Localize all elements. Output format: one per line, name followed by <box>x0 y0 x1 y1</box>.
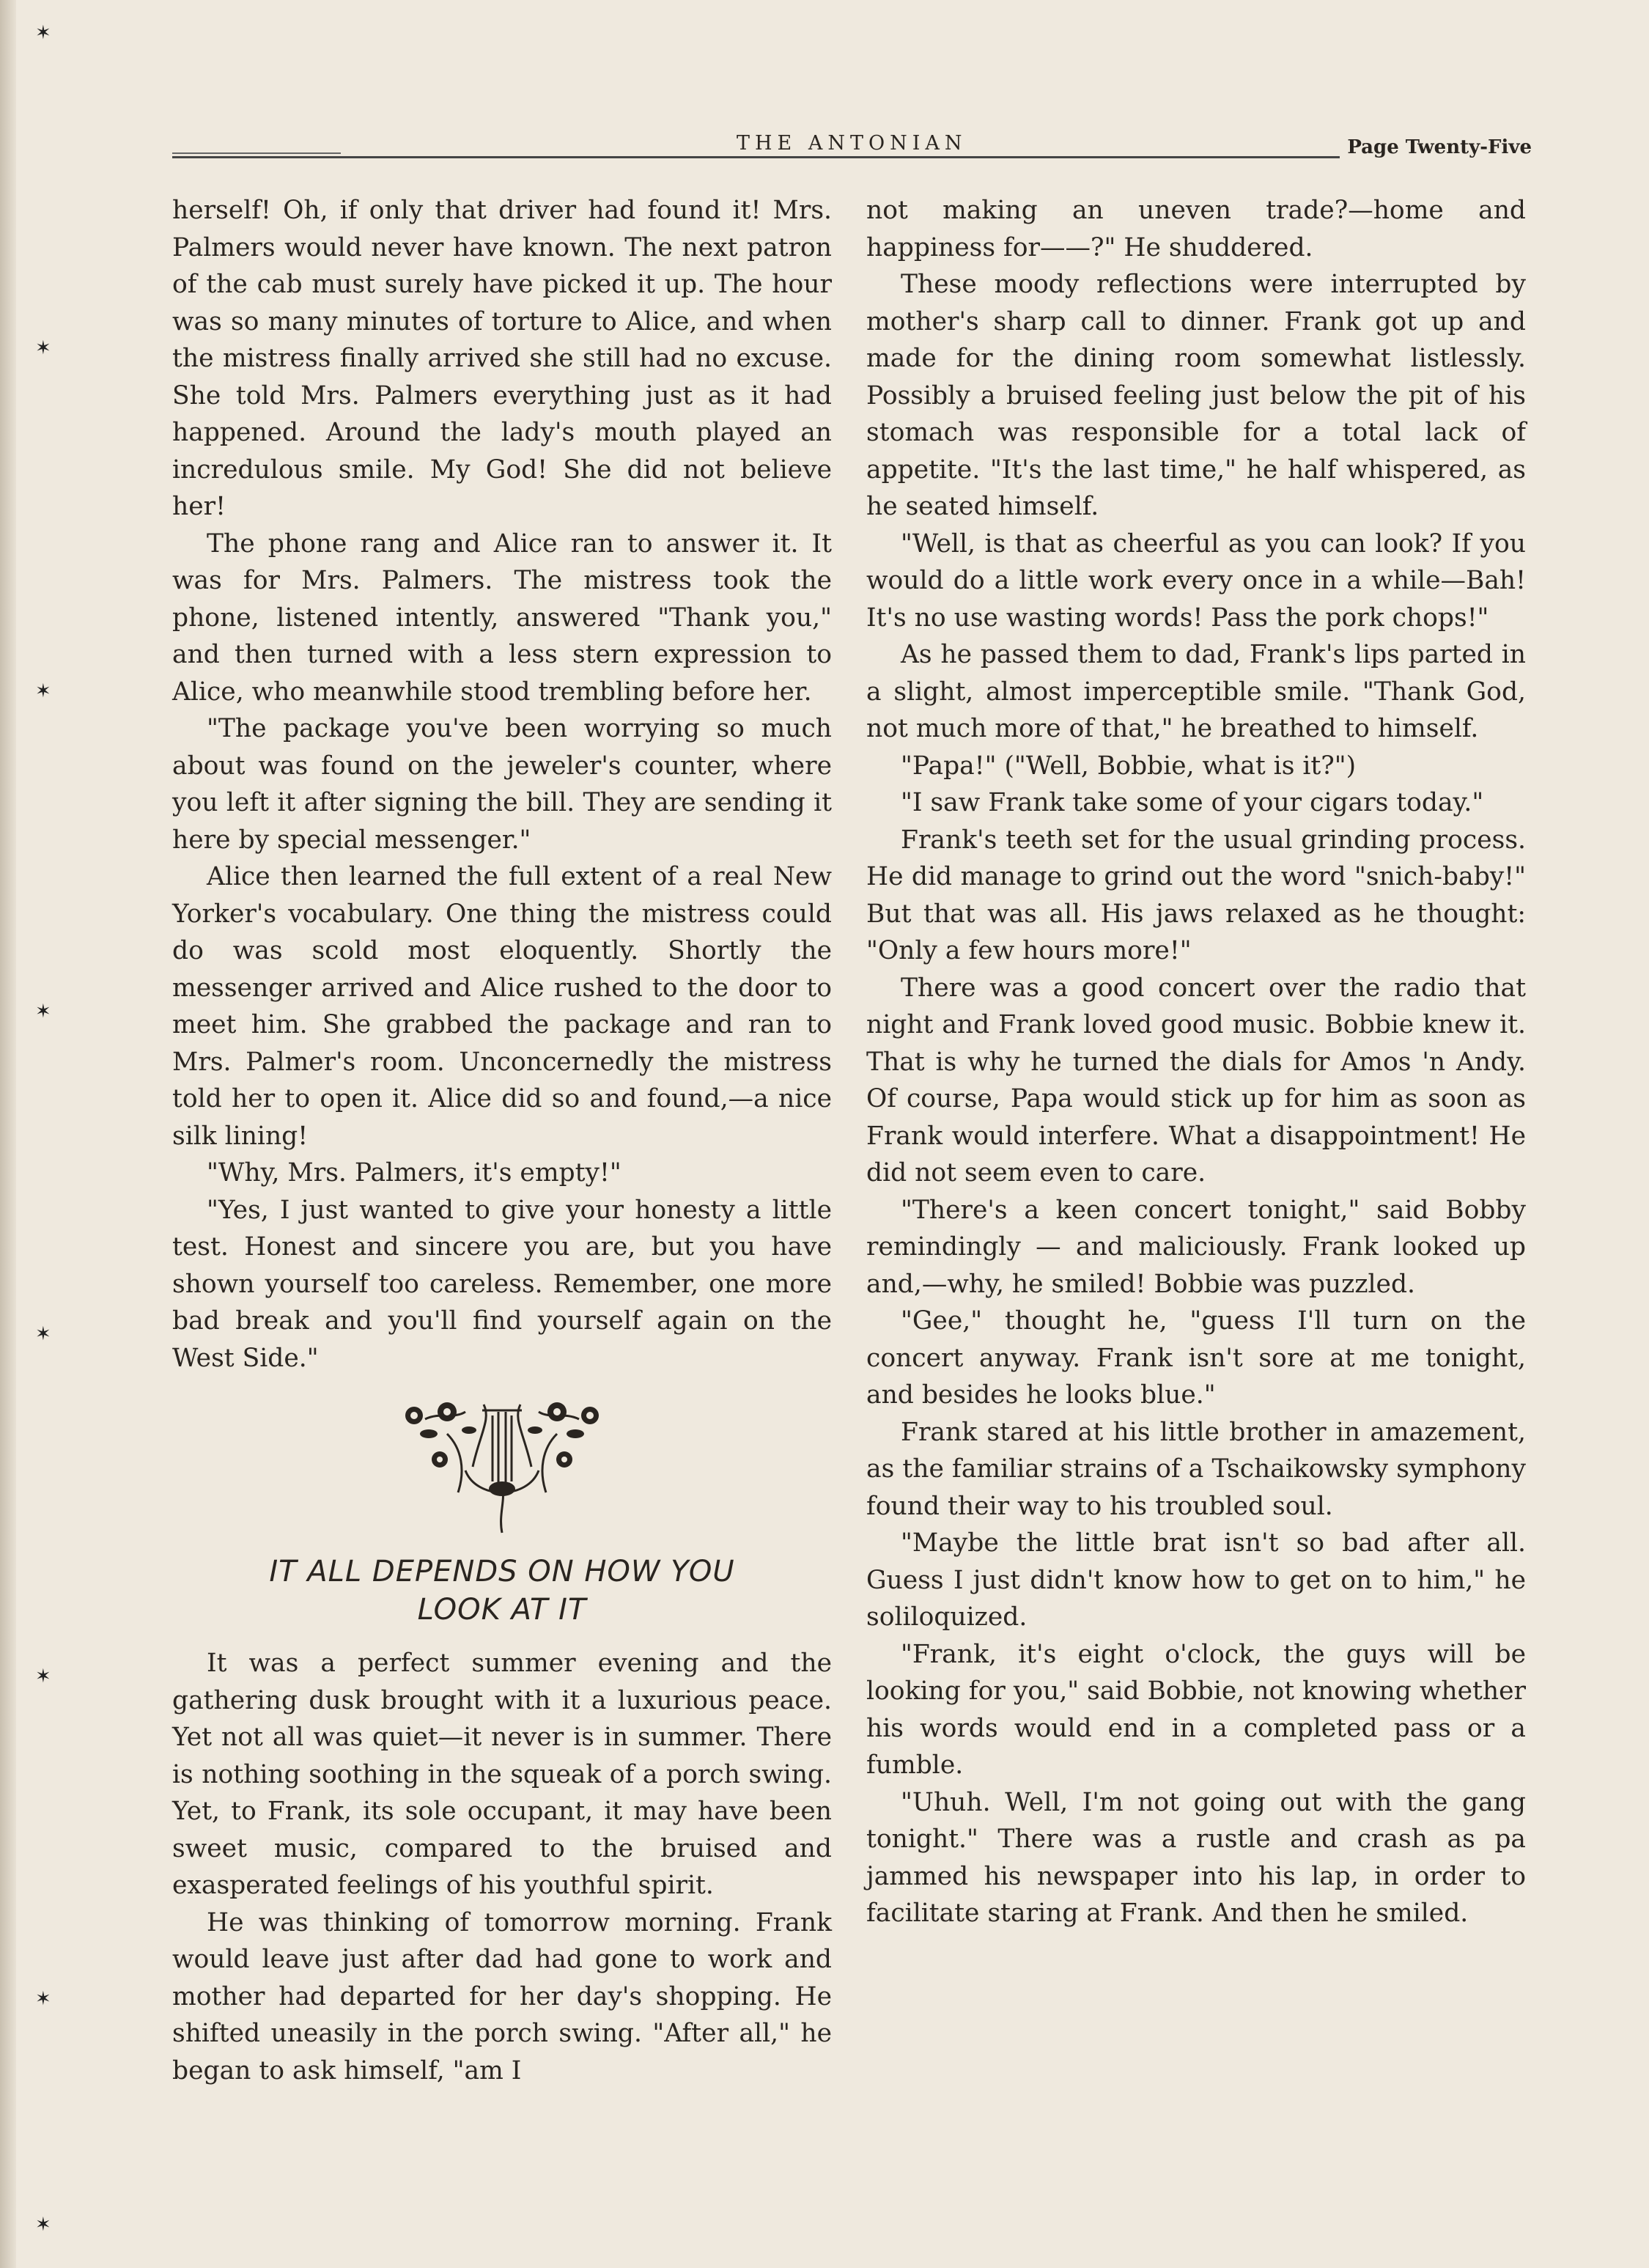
story-title-line-2: LOOK AT IT <box>417 1593 587 1627</box>
paragraph: "Maybe the little brat isn't so bad after all. Guess I just didn't know how to get on to him," he soliloquized. <box>866 1528 1526 1632</box>
paragraph: "Uhuh. Well, I'm not going out with the gang tonight." There was a rustle and crash as pa jammed his newspaper into his lap, in order to facilitate staring at Frank. And then he smiled. <box>866 1787 1526 1928</box>
lyre-ornament-icon <box>396 1390 608 1536</box>
paragraph: not making an uneven trade?—home and happiness for——?" He shuddered. <box>866 196 1526 262</box>
page-binding-edge <box>0 0 16 2268</box>
staple-hole-icon: ✶ <box>35 1988 51 2010</box>
paragraph: "I saw Frank take some of your cigars today." <box>901 788 1484 817</box>
header-rule-accent <box>172 152 341 154</box>
staple-hole-icon: ✶ <box>35 1001 51 1023</box>
paragraph: "Yes, I just wanted to give your honesty a little test. Honest and sincere you are, but you have shown yourself too careless. Remember, one more bad break and you'll find yourself again on the West Side." <box>172 1195 832 1373</box>
staple-hole-icon: ✶ <box>35 1665 51 1687</box>
header-rule <box>172 156 1532 158</box>
running-header <box>172 130 1532 167</box>
staple-hole-icon: ✶ <box>35 1323 51 1345</box>
paragraph: Frank stared at his little brother in amazement, as the familiar strains of a Tschaikowsky symphony found their way to his troubled soul. <box>866 1417 1526 1521</box>
staple-hole-icon: ✶ <box>35 337 51 359</box>
paragraph: It was a perfect summer evening and the gathering dusk brought with it a luxurious peace. Yet not all was quiet—it never is in summer. There is nothing soothing in the squeak of a porch swing. Yet, to Frank, its sole occupant, it may have been sweet music, compared to the bruised and exasperated feelings of his youthful spirit. <box>172 1649 832 1900</box>
paragraph: "There's a keen concert tonight," said Bobby remindingly — and maliciously. Frank looked up and,—why, he smiled! Bobbie was puzzled. <box>866 1195 1526 1299</box>
paragraph: "The package you've been worrying so much about was found on the jeweler's counter, where you left it after signing the bill. They are sending it here by special messenger." <box>172 714 832 855</box>
story-title-line-1: IT ALL DEPENDS ON HOW YOU <box>269 1555 735 1588</box>
paragraph: The phone rang and Alice ran to answer it. It was for Mrs. Palmers. The mistress took the phone, listened intently, answered "Thank you," and then turned with a less stern expression to Alice, who meanwhile stood trembling before her. <box>172 529 832 707</box>
paragraph: There was a good concert over the radio that night and Frank loved good music. Bobbie knew it. That is why he turned the dials for Amos 'n Andy. Of course, Papa would stick up for him as soon as Frank would interfere. What a disappointment! He did not seem even to care. <box>866 973 1526 1188</box>
staple-hole-icon: ✶ <box>35 680 51 702</box>
paragraph: As he passed them to dad, Frank's lips parted in a slight, almost imperceptible smile. "Thank God, not much more of that," he breathed to himself. <box>866 640 1526 743</box>
paragraph: herself! Oh, if only that driver had found it! Mrs. Palmers would never have known. The next patron of the cab must surely have picked it up. The hour was so many minutes of torture to Alice, and when the mistress finally arrived she still had no excuse. She told Mrs. Palmers everything just as it had happened. Around the lady's mouth played an incredulous smile. My God! She did not believe her! <box>172 196 832 521</box>
paragraph: "Well, is that as cheerful as you can look? If you would do a little work every once in a while—Bah! It's no use wasting words! Pass the pork chops!" <box>866 529 1526 633</box>
paragraph: These moody reflections were interrupted by mother's sharp call to dinner. Frank got up and made for the dining room somewhat listlessly. Possibly a bruised feeling just below the pit of his stomach was responsible for a total lack of appetite. "It's the last time," he half whispered, as he seated himself. <box>866 270 1526 521</box>
paragraph: "Papa!" ("Well, Bobbie, what is it?") <box>901 751 1357 781</box>
paragraph: Frank's teeth set for the usual grinding process. He did manage to grind out the word "snich-baby!" But that was all. His jaws relaxed as he thought: "Only a few hours more!" <box>866 825 1526 965</box>
paragraph: "Why, Mrs. Palmers, it's empty!" <box>207 1158 621 1188</box>
paragraph: He was thinking of tomorrow morning. Frank would leave just after dad had gone to work and mother had departed for her day's shopping. He shifted uneasily in the porch swing. "After all," he began to ask himself, "am I <box>172 1907 832 2085</box>
page-number: Page Twenty-Five <box>1340 136 1532 158</box>
publication-title: THE ANTONIAN <box>729 132 975 155</box>
right-column <box>866 192 1526 1932</box>
staple-hole-icon: ✶ <box>35 2214 51 2236</box>
staple-hole-icon: ✶ <box>35 22 51 44</box>
left-column <box>172 192 832 2089</box>
paragraph: Alice then learned the full extent of a real New Yorker's vocabulary. One thing the mistress could do was scold most eloquently. Shortly the messenger arrived and Alice rushed to the door to meet him. She grabbed the package and ran to Mrs. Palmer's room. Unconcernedly the mistress told her to open it. Alice did so and found,—a nice silk lining! <box>172 862 832 1151</box>
paragraph: "Frank, it's eight o'clock, the guys will be looking for you," said Bobbie, not knowing whether his words would end in a completed pass or a fumble. <box>866 1639 1526 1780</box>
paragraph: "Gee," thought he, "guess I'll turn on the concert anyway. Frank isn't sore at me tonight, and besides he looks blue." <box>866 1306 1526 1410</box>
